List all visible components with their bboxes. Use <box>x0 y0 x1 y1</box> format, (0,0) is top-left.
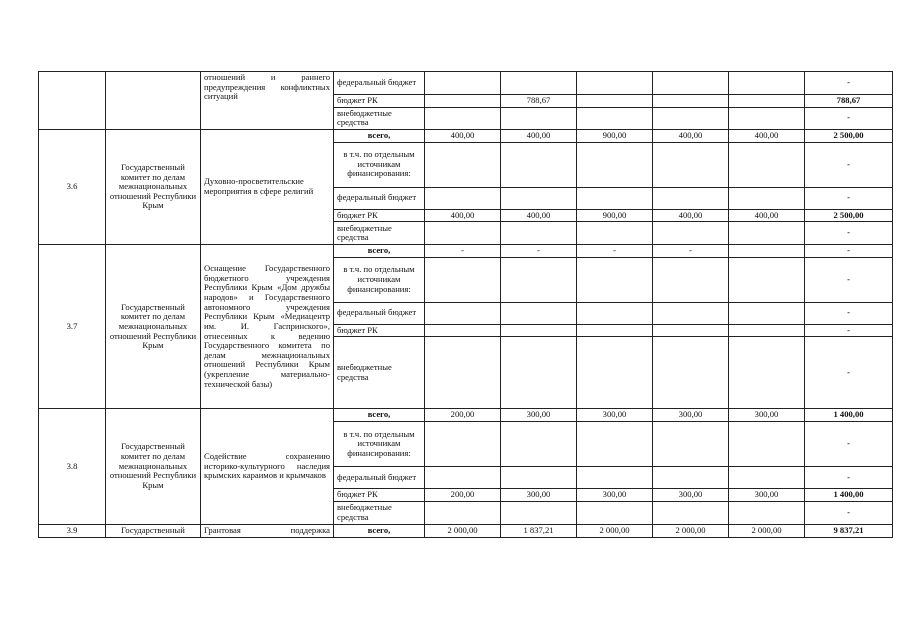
total-cell: - <box>805 257 893 302</box>
value-cell <box>729 324 805 337</box>
value-cell: 400,00 <box>653 129 729 142</box>
value-cell <box>425 337 501 409</box>
value-cell: 2 000,00 <box>425 524 501 537</box>
value-cell <box>653 324 729 337</box>
source-cell: федеральный бюджет <box>334 187 425 209</box>
value-cell <box>501 302 577 324</box>
total-cell: - <box>805 72 893 95</box>
row-number-cell: 3.9 <box>39 524 106 537</box>
source-cell: всего, <box>334 129 425 142</box>
value-cell <box>653 337 729 409</box>
responsible-cell: Государственный комитет по делам межнациональных отношений Республики Крым <box>106 245 201 409</box>
measure-name-cell: Оснащение Государственного бюджетного учреждения Республики Крым «Дом дружбы народов» и Государственного автономного учреждения Республики Крым «Медиацентр им. И. Гаспринского», отнесенных к ведению Государственного комитета по делам межнациональных отношений Республики Крым (укрепление материально-технической базы) <box>201 245 334 409</box>
value-cell <box>729 107 805 129</box>
total-cell: - <box>805 422 893 467</box>
value-cell <box>577 95 653 108</box>
table-row <box>39 524 893 537</box>
value-cell <box>729 95 805 108</box>
total-cell: 9 837,21 <box>805 524 893 537</box>
value-cell <box>501 501 577 524</box>
total-cell: 1 400,00 <box>805 409 893 422</box>
row-number-cell: 3.7 <box>39 245 106 409</box>
total-cell: - <box>805 142 893 187</box>
total-cell: - <box>805 501 893 524</box>
value-cell <box>729 422 805 467</box>
value-cell <box>653 257 729 302</box>
source-cell: бюджет РК <box>334 209 425 222</box>
value-cell <box>729 337 805 409</box>
value-cell: 2 000,00 <box>577 524 653 537</box>
total-cell: - <box>805 187 893 209</box>
value-cell <box>501 187 577 209</box>
value-cell <box>729 245 805 258</box>
source-cell: всего, <box>334 524 425 537</box>
value-cell: 900,00 <box>577 209 653 222</box>
total-cell: 2 500,00 <box>805 129 893 142</box>
value-cell <box>501 257 577 302</box>
total-cell: - <box>805 324 893 337</box>
value-cell <box>425 222 501 245</box>
table-row <box>39 129 893 142</box>
value-cell <box>501 222 577 245</box>
value-cell <box>577 302 653 324</box>
value-cell: - <box>577 245 653 258</box>
value-cell: 300,00 <box>501 489 577 502</box>
source-cell: в т.ч. по отдельным источникам финансирования: <box>334 257 425 302</box>
value-cell <box>653 422 729 467</box>
value-cell: - <box>501 245 577 258</box>
value-cell <box>501 467 577 489</box>
value-cell <box>425 72 501 95</box>
value-cell: - <box>653 245 729 258</box>
value-cell <box>653 187 729 209</box>
total-cell: - <box>805 222 893 245</box>
value-cell <box>653 142 729 187</box>
value-cell <box>577 107 653 129</box>
value-cell <box>577 257 653 302</box>
value-cell: 400,00 <box>501 129 577 142</box>
value-cell: 300,00 <box>653 409 729 422</box>
source-cell: в т.ч. по отдельным источникам финансирования: <box>334 422 425 467</box>
value-cell: 200,00 <box>425 409 501 422</box>
value-cell: 300,00 <box>729 489 805 502</box>
measure-name-cell: Духовно-просветительские мероприятия в сфере религий <box>201 129 334 244</box>
total-cell: 788,67 <box>805 95 893 108</box>
funding-table <box>38 71 893 538</box>
value-cell <box>729 222 805 245</box>
source-cell: федеральный бюджет <box>334 302 425 324</box>
row-number-cell: 3.6 <box>39 129 106 244</box>
responsible-cell: Государственный комитет по делам межнациональных отношений Республики Крым <box>106 409 201 524</box>
total-cell: - <box>805 337 893 409</box>
value-cell: 400,00 <box>729 129 805 142</box>
value-cell: 400,00 <box>729 209 805 222</box>
value-cell <box>653 222 729 245</box>
value-cell <box>577 324 653 337</box>
value-cell <box>577 142 653 187</box>
responsible-cell: Государственный комитет по делам межнациональных отношений Республики Крым <box>106 129 201 244</box>
source-cell: в т.ч. по отдельным источникам финансирования: <box>334 142 425 187</box>
value-cell <box>653 467 729 489</box>
value-cell <box>425 95 501 108</box>
table-row <box>39 72 893 95</box>
value-cell <box>425 187 501 209</box>
funding-table-page <box>38 71 868 538</box>
source-cell: внебюджетные средства <box>334 107 425 129</box>
value-cell <box>729 302 805 324</box>
responsible-cell <box>106 72 201 130</box>
value-cell <box>425 501 501 524</box>
value-cell <box>425 257 501 302</box>
source-cell: внебюджетные средства <box>334 501 425 524</box>
source-cell: внебюджетные средства <box>334 337 425 409</box>
value-cell <box>501 422 577 467</box>
total-cell: - <box>805 302 893 324</box>
value-cell: 400,00 <box>653 209 729 222</box>
value-cell <box>577 422 653 467</box>
table-row <box>39 409 893 422</box>
measure-name-cell: отношений и раннего предупреждения конфликтных ситуаций <box>201 72 334 130</box>
value-cell <box>729 142 805 187</box>
value-cell <box>653 501 729 524</box>
value-cell <box>425 422 501 467</box>
value-cell <box>653 302 729 324</box>
total-cell: 2 500,00 <box>805 209 893 222</box>
value-cell <box>577 187 653 209</box>
value-cell <box>577 72 653 95</box>
row-number-cell: 3.8 <box>39 409 106 524</box>
value-cell: 300,00 <box>653 489 729 502</box>
source-cell: всего, <box>334 245 425 258</box>
value-cell <box>653 95 729 108</box>
value-cell: 788,67 <box>501 95 577 108</box>
value-cell <box>425 467 501 489</box>
total-cell: 1 400,00 <box>805 489 893 502</box>
source-cell: бюджет РК <box>334 489 425 502</box>
value-cell <box>653 72 729 95</box>
value-cell <box>729 467 805 489</box>
value-cell: 2 000,00 <box>729 524 805 537</box>
value-cell <box>501 337 577 409</box>
row-number-cell <box>39 72 106 130</box>
value-cell <box>501 107 577 129</box>
value-cell <box>425 324 501 337</box>
value-cell: 2 000,00 <box>653 524 729 537</box>
value-cell <box>425 107 501 129</box>
total-cell: - <box>805 467 893 489</box>
value-cell <box>729 501 805 524</box>
measure-name-cell: Грантовая поддержка <box>201 524 334 537</box>
value-cell: 1 837,21 <box>501 524 577 537</box>
value-cell: 300,00 <box>729 409 805 422</box>
source-cell: бюджет РК <box>334 324 425 337</box>
value-cell <box>501 142 577 187</box>
source-cell: федеральный бюджет <box>334 72 425 95</box>
total-cell: - <box>805 107 893 129</box>
measure-name-cell: Содействие сохранению историко-культурного наследия крымских караимов и крымчаков <box>201 409 334 524</box>
value-cell <box>425 302 501 324</box>
value-cell: 300,00 <box>577 409 653 422</box>
value-cell: 400,00 <box>425 209 501 222</box>
value-cell <box>501 72 577 95</box>
source-cell: федеральный бюджет <box>334 467 425 489</box>
total-cell: - <box>805 245 893 258</box>
responsible-cell: Государственный <box>106 524 201 537</box>
value-cell <box>577 337 653 409</box>
value-cell <box>577 501 653 524</box>
value-cell: 900,00 <box>577 129 653 142</box>
source-cell: внебюджетные средства <box>334 222 425 245</box>
value-cell: - <box>425 245 501 258</box>
value-cell: 300,00 <box>577 489 653 502</box>
value-cell <box>425 142 501 187</box>
value-cell <box>501 324 577 337</box>
value-cell <box>729 257 805 302</box>
source-cell: бюджет РК <box>334 95 425 108</box>
value-cell <box>577 467 653 489</box>
value-cell: 400,00 <box>425 129 501 142</box>
value-cell: 300,00 <box>501 409 577 422</box>
value-cell <box>729 187 805 209</box>
value-cell <box>653 107 729 129</box>
value-cell: 200,00 <box>425 489 501 502</box>
value-cell <box>729 72 805 95</box>
value-cell: 400,00 <box>501 209 577 222</box>
value-cell <box>577 222 653 245</box>
source-cell: всего, <box>334 409 425 422</box>
table-row <box>39 245 893 258</box>
